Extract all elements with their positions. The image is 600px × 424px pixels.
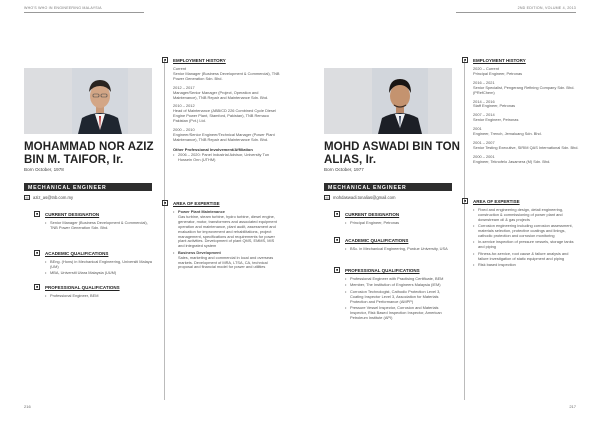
employment-entry: 2000 – 2010 Engineer/Senior Engineer/Technical Manager (Power Plant Maintenance), TNB Repair and Maintenance Sdn. Bhd. (173, 127, 275, 142)
running-header: WHO'S WHO IN ENGINEERING MALAYSIA (24, 6, 102, 10)
section-title: AREA OF EXPERTISE (173, 201, 220, 206)
name-line-1: MOHD ASWADI BIN TON (324, 141, 461, 153)
list-item: • Risk based inspection (473, 263, 580, 268)
name-line-2: ALIAS, Ir. (324, 153, 377, 166)
briefcase-icon: ■ (35, 212, 39, 216)
list-item: • In-service inspection of pressure vessels, storage tanks and piping (473, 240, 580, 250)
certificate-icon: ■ (35, 285, 39, 289)
email-row (24, 195, 73, 200)
header-rule (24, 12, 144, 13)
employment-entry: 2010 – 2012 Head of Maintenance (ABB/CD 226 Combined Cycle Diesel Engine Power Plant, Stamford, Pakistan), TNB Remaco Pakistan (Pvt.) Ltd. (173, 103, 276, 124)
page-number: 216 (24, 404, 31, 409)
current-designation-section (34, 212, 152, 232)
list-item: • Member, The Institution of Engineers Malaysia (IEM) (345, 283, 452, 288)
birth-date: Born October, 1977 (324, 167, 364, 172)
list-item: • Principal Engineer, Petronas (345, 221, 452, 226)
name-line-1: MOHAMMAD NOR AZIZ (24, 141, 154, 153)
list-item: • Fitness-for-service, root cause & failure analysis and failure investigation of static equipment and piping (473, 252, 580, 262)
academic-section (34, 251, 152, 278)
section-title: PROFESSIONAL QUALIFICATIONS (345, 268, 420, 273)
list-item: • Fixed and engineering design, detail engineering, construction & commissioning of power plant and downstream oil & gas projects (473, 208, 580, 223)
section-title: CURRENT DESIGNATION (45, 212, 100, 217)
list-item: • Corrosion engineering including corrosion assessment, materials selection, protective coatings and linings, cathodic protection and corrosion monitoring (473, 224, 580, 239)
expertise-section (462, 199, 580, 269)
header-rule (456, 12, 576, 13)
section-title: AREA OF EXPERTISE (473, 199, 520, 204)
running-header: 2ND EDITION, VOLUME 4, 2013 (517, 6, 576, 10)
list-item: • MBA, Universiti Utara Malaysia (UUM) (45, 271, 152, 276)
section-title: EMPLOYMENT HISTORY (173, 58, 226, 63)
employment-entry: 2007 – 2014 Senior Engineer, Petronas (473, 112, 519, 123)
professional-section (334, 268, 452, 322)
section-title: EMPLOYMENT HISTORY (473, 58, 526, 63)
employment-entry: 2016 – 2021 Senior Specialist, Pengerang Refining Company Sdn. Bhd. (PRefChem) (473, 79, 575, 95)
list-item: • Professional Engineer with Practising Certificate, BEM (345, 277, 452, 282)
portrait-photo (72, 68, 128, 134)
section-title: ACADEMIC QUALIFICATIONS (45, 251, 109, 256)
envelope-icon: ✉ (325, 196, 329, 200)
employment-entry: Current Senior Manager (Business Development & Commercial), TNB Power Generation Sdn. Bhd. (173, 66, 280, 81)
employment-entry: 2001 – 2007 Senior Testing Executive, SIRIM QAS International Sdn. Bhd. (473, 139, 579, 150)
list-item: • Professional Engineer, BEM (45, 294, 152, 299)
portrait-photo (372, 68, 428, 134)
discipline-bar: MECHANICAL ENGINEER (24, 183, 152, 191)
employment-entry: 2012 – 2017 Manager/Senior Manager (Project, Operation and Maintenance), TNB Repair and Maintenance Sdn. Bhd. (173, 84, 269, 100)
employment-entry: 2014 – 2016 Staff Engineer, Petronas (473, 98, 516, 109)
employment-entry: 2000 – 2001 Engineer, Teknofelo Jasamera (M) Sdn. Bhd. (473, 153, 551, 164)
graduation-cap-icon: ■ (35, 251, 39, 255)
list-item: • BEng. (Hons) in Mechanical Engineering, Universiti Malaya (UM) (45, 260, 152, 270)
section-title: ACADEMIC QUALIFICATIONS (345, 238, 409, 243)
professional-section (34, 285, 152, 300)
discipline-bar: MECHANICAL ENGINEER (324, 183, 452, 191)
list-item: • BSc. in Mechanical Engineering, Purdue University, USA (345, 247, 452, 252)
right-page (300, 0, 600, 424)
section-title: CURRENT DESIGNATION (345, 212, 400, 217)
email-address[interactable]: mohdaswadi.tonalias@gmail.com (333, 195, 396, 200)
employment-section (462, 58, 580, 169)
envelope-icon: ✉ (25, 196, 29, 200)
building-icon: ■ (463, 58, 467, 62)
briefcase-icon: ■ (335, 212, 339, 216)
list-item: • Senior Manager (Business Development & Commercial), TNB Power Generation Sdn. Bhd. (45, 221, 152, 231)
list-item: • Corrosion Technologist, Cathodic Protection Level 3, Coating Inspector Level 3, Association for Materials Protection and Performance (AMPP) (345, 290, 452, 305)
employment-section (162, 58, 280, 164)
email-address[interactable]: aziz_as@tnb.com.my (33, 195, 74, 200)
page-number: 217 (569, 404, 576, 409)
person-name (24, 141, 154, 166)
affiliation-heading: Other Professional Involvement/Affiliation (173, 146, 253, 152)
gear-icon: ■ (463, 199, 467, 203)
list-item: • Business Development Sales, marketing and commercial in local and overseas markets. Development of MRA, LTSA, CA, technical proposal and financial model for power and utilities (173, 251, 280, 271)
current-designation-section (334, 212, 452, 227)
email-row (324, 195, 395, 200)
person-name (324, 141, 460, 166)
gear-icon: ■ (163, 201, 167, 205)
section-title: PROFESSIONAL QUALIFICATIONS (45, 285, 120, 290)
academic-section (334, 238, 452, 253)
birth-date: Born October, 1978 (24, 167, 64, 172)
name-line-2: BIN M. TAIFOR, Ir. (24, 153, 124, 166)
certificate-icon: ■ (335, 268, 339, 272)
expertise-section (162, 201, 280, 272)
list-item: • Pressure Vessel Inspector, Corrosion and Materials Inspector, Risk Based Inspection Inspector, American Petroleum Institute (API) (345, 306, 452, 321)
employment-entry: 2020 – Current Principal Engineer, Petronas (473, 66, 523, 76)
building-icon: ■ (163, 58, 167, 62)
list-item: • Power Plant Maintenance Gas turbine, steam turbine, hydro turbine, diesel engine, generator, motor, transformers and associated equipment operation and maintenance, plant audit, assessment and evaluation for improvement and rehabilitations, project management, specifications and requirements for power plant activities. Development of plant QMS, EMMS, MIS and integrated system (173, 210, 280, 249)
employment-entry: 2001 Engineer, Trench, Jemaluang Sdn. Bhd. (473, 126, 542, 137)
list-item: • 2006 – 2020: Panel Industrial Advisor, University Tun Hussein Onn (UTHM) (173, 153, 280, 163)
graduation-cap-icon: ■ (335, 238, 339, 242)
